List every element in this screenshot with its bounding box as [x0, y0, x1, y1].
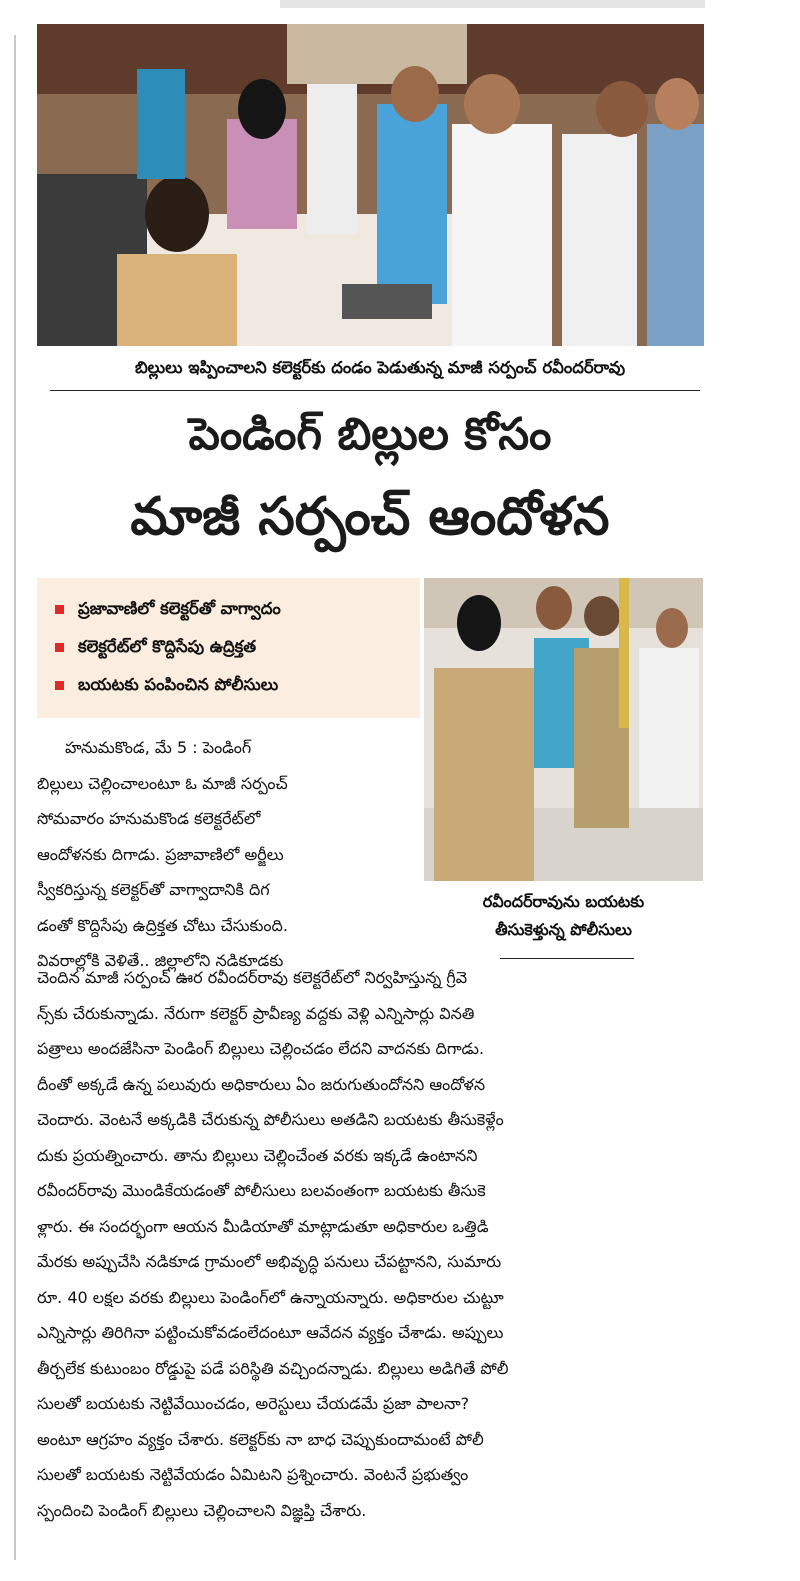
side-caption-underline: [500, 958, 634, 959]
body-line: హనుమకొండ, మే 5 : పెండింగ్: [65, 738, 252, 757]
article-body-narrow: [37, 730, 420, 979]
side-caption-line-2: తీసుకెళ్తున్న పోలీసులు: [495, 920, 632, 939]
body-line: అంటూ ఆగ్రహం వ్యక్తం చేశారు. కలెక్టర్‌కు నా బాధ చెప్పుకుందామంటే పోలీ: [37, 1429, 484, 1449]
body-line: చెందారు. వెంటనే అక్కడికి చేరుకున్న పోలీసులు అతడిని బయటకు తీసుకెళ్లేం: [37, 1110, 504, 1129]
body-line: వివరాల్లోకి వెళితే.. జిల్లాలోని నడికూడకు: [37, 951, 284, 970]
main-photo-caption: బిల్లులు ఇప్పించాలని కలెక్టర్‌కు దండం పెడుతున్న మాజీ సర్పంచ్ రవీందర్‌రావు: [134, 358, 626, 377]
body-line: చెందిన మాజీ సర్పంచ్ ఊర రవీందర్‌రావు కలెక్టరేట్‌లో నిర్వహిస్తున్న గ్రీవె: [37, 968, 468, 987]
body-line: తీర్చలేక కుటుంబం రోడ్డుపై పడే పరిస్థితి వచ్చిందన్నాడు. బిల్లులు అడిగితే పోలీ: [37, 1358, 509, 1378]
body-line: బిల్లులు చెల్లించాలంటూ ఓ మాజీ సర్పంచ్: [37, 773, 288, 793]
top-strip: [280, 0, 705, 8]
highlights-box: [37, 578, 420, 718]
collectorate-meeting-image: [37, 24, 704, 346]
highlight-item: ప్రజావాణిలో కలెక్టర్‌తో వాగ్వాదం: [55, 590, 420, 628]
left-column-rule: [14, 35, 16, 1560]
body-line: సులతో బయటకు నెట్టివేయించడం, అరెస్టులు చేయడమే ప్రజా పాలనా?: [37, 1394, 470, 1413]
body-line: దుకు ప్రయత్నించారు. తాను బిల్లులు చెల్లించేంత వరకు ఇక్కడే ఉంటానని: [37, 1145, 478, 1165]
body-line: దీంతో అక్కడే ఉన్న పలువురు అధికారులు ఏం జరుగుతుందోనని ఆందోళన: [37, 1074, 486, 1094]
highlight-item: బయటకు పంపించిన పోలీసులు: [55, 666, 420, 704]
body-line: న్స్‌కు చేరుకున్నాడు. నేరుగా కలెక్టర్ ప్రావీణ్య వద్దకు వెళ్లి ఎన్నిసార్లు వినతి: [37, 1003, 475, 1023]
headline-line-2: మాజీ సర్పంచ్ ఆందోళన: [130, 487, 610, 547]
red-square-bullet-icon: [55, 643, 64, 652]
body-line: రూ. 40 లక్షల వరకు బిల్లులు పెండింగ్‌లో ఉన్నాయన్నారు. అధికారుల చుట్టూ: [37, 1287, 504, 1307]
body-line: ఎన్నిసార్లు తిరిగినా పట్టించుకోవడంలేదంటూ ఆవేదన వ్యక్తం చేశాడు. అప్పులు: [37, 1323, 504, 1342]
side-caption-line-1: రవీందర్‌రావును బయటకు: [482, 892, 645, 911]
body-line: స్పందించి పెండింగ్ బిల్లులు చెల్లించాలని విజ్ఞప్తి చేశారు.: [37, 1500, 367, 1520]
body-line: డంతో కొద్దిసేపు ఉద్రిక్తత చోటు చేసుకుంది.: [37, 915, 288, 935]
body-line: స్వీకరిస్తున్న కలెక్టర్‌తో వాగ్వాదానికి దిగ: [37, 880, 270, 899]
police-escort-image: [424, 578, 703, 881]
red-square-bullet-icon: [55, 681, 64, 690]
side-photo-caption: [424, 888, 703, 944]
caption-underline: [50, 390, 700, 391]
highlight-item: కలెక్టరేట్‌లో కొద్దిసేపు ఉద్రిక్తత: [55, 628, 420, 666]
body-line: మేరకు అప్పుచేసి నడికూడ గ్రామంలో అభివృద్ధి పనులు చేపట్టానని, సుమారు: [37, 1252, 502, 1271]
main-news-photo: [37, 24, 704, 346]
headline-line-1: పెండింగ్ బిల్లుల కోసం: [188, 409, 552, 460]
red-square-bullet-icon: [55, 605, 64, 614]
article-body-wide: [37, 960, 705, 1528]
body-line: రవీందర్‌రావు మొండికేయడంతో పోలీసులు బలవంతంగా బయటకు తీసుకె: [37, 1181, 486, 1200]
body-line: ళ్లారు. ఈ సందర్భంగా ఆయన మీడియాతో మాట్లాడుతూ అధికారుల ఒత్తిడి: [37, 1216, 489, 1236]
body-line: పత్రాలు అందజేసినా పెండింగ్ బిల్లులు చెల్లించడం లేదని వాదనకు దిగాడు.: [37, 1039, 485, 1058]
body-line: ఆందోళనకు దిగాడు. ప్రజావాణిలో అర్జీలు: [37, 844, 284, 864]
body-line: సోమవారం హనుమకొండ కలెక్టరేట్‌లో: [37, 809, 261, 828]
body-line: సులతో బయటకు నెట్టివేయడం ఏమిటని ప్రశ్నించారు. వెంటనే ప్రభుత్వం: [37, 1465, 469, 1484]
side-news-photo: [424, 578, 703, 881]
